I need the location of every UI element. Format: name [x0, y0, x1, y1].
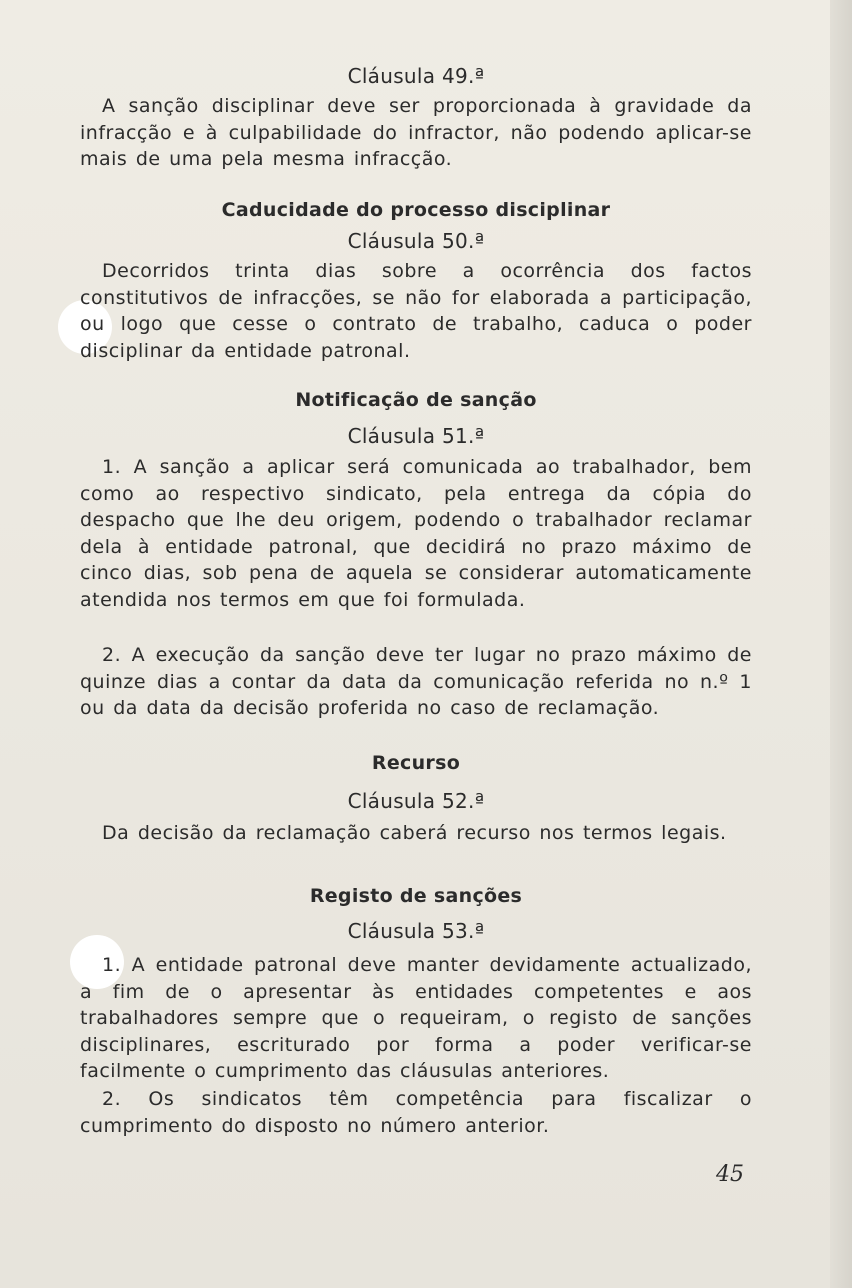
clause-49-text: A sanção disciplinar deve ser proporcionada à gravidade da infracção e à culpabilidade do infractor, não podendo aplicar-se mais de uma pela mesma infracção. [80, 95, 752, 170]
page-edge-shadow [830, 0, 852, 1288]
clause-53-item-1: 1. A entidade patronal deve manter devidamente actualizado, a fim de o apresentar às entidades competentes e aos trabalhadores sempre que o requeiram, o registo de sanções disciplinares, escriturado por forma a poder verificar-se facilmente o cumprimento das cláusulas anteriores. [80, 954, 752, 1082]
registo-heading: Registo de sanções [309, 885, 523, 907]
clause-53-item-2: 2. Os sindicatos têm competência para fiscalizar o cumprimento do disposto no número anterior. [80, 1088, 752, 1137]
clause-49-title: Cláusula 49.ª [347, 64, 485, 88]
clause-52-text: Da decisão da reclamação caberá recurso nos termos legais. [102, 822, 727, 844]
clause-51-item-2: 2. A execução da sanção deve ter lugar no prazo máximo de quinze dias a contar da data da comunicação referida no n.º 1 ou da data da decisão proferida no caso de reclamação. [80, 644, 752, 719]
recurso-heading: Recurso [371, 752, 461, 774]
page-number: 45 [716, 1162, 744, 1187]
clause-50-title: Cláusula 50.ª [347, 229, 485, 253]
clause-51-item-1: 1. A sanção a aplicar será comunicada ao trabalhador, bem como ao respectivo sindicato, pela entrega da cópia do despacho que lhe deu origem, podendo o trabalhador reclamar dela à entidade patronal, que decidirá no prazo máximo de cinco dias, sob pena de aquela se considerar automaticamente atendida nos termos em que foi formulada. [80, 456, 752, 611]
notificacao-heading: Notificação de sanção [295, 389, 537, 411]
clause-50-text: Decorridos trinta dias sobre a ocorrência dos factos constitutivos de infracções, se não for elaborada a participação, ou logo que cesse o contrato de trabalho, caduca o poder disciplinar da entidade patronal. [80, 260, 752, 362]
clause-51-title: Cláusula 51.ª [347, 424, 485, 448]
clause-52-title: Cláusula 52.ª [347, 789, 485, 813]
clause-53-title: Cláusula 53.ª [347, 919, 485, 943]
caducidade-heading: Caducidade do processo disciplinar [221, 199, 611, 221]
